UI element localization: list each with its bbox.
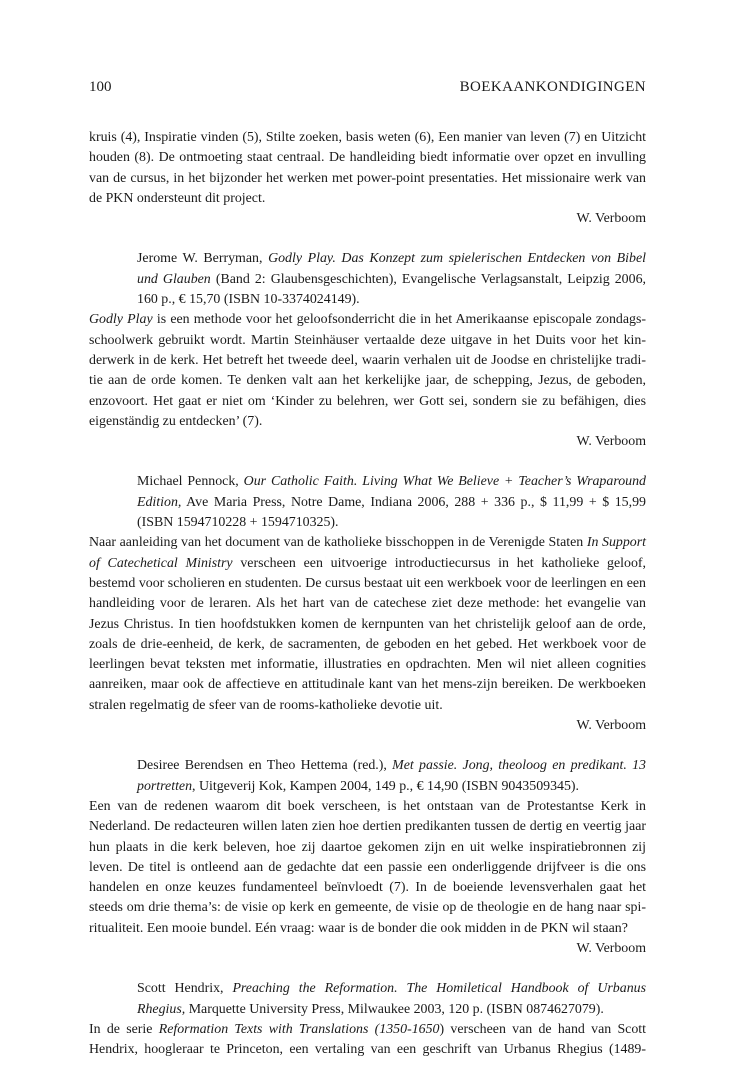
review-body: In de serie xyxy=(89,1021,159,1037)
review-body: Naar aanleiding van het document van de katholieke bisschoppen in de Verenigde Staten xyxy=(89,535,587,551)
review-italic-title: Reformation Texts with Translations (1350-1650 xyxy=(158,1021,440,1037)
review-body: Een van de redenen waarom dit boek verscheen, is het ontstaan van de Protestantse Kerk in Nederland. De redacteuren willen laten zien hoe dertien predikanten tussen de dertig en veertig jaar hun plaats in die kerk beleven, hoe zij daartoe gekomen zijn en uit welke inspiratiebronnen zij leven. De titel is ontleend aan de gedachte dat een passie een onderliggende drijfveer is die ons handelen en onze keuzes fundamenteel beïnvloedt (7). In de boeiende levensverhalen gaat het steeds om drie thema’s: de visie op kerk en gemeente, de visie op de theologie en de hang naar spiritualiteit. Een mooie bundel. Eén vraag: waar is de bonder die ook midden in de PKN wil staan? xyxy=(89,798,646,936)
review-text xyxy=(89,310,646,432)
signature: W. Verboom xyxy=(576,211,646,227)
running-head: BOEKAANKONDIGINGEN xyxy=(459,79,646,95)
review-text xyxy=(89,1020,646,1061)
signature: W. Verboom xyxy=(576,940,646,956)
signature: W. Verboom xyxy=(576,718,646,734)
review-body-continued: ) verscheen van de hand van Scott Hendrix, hoogleraar te Princeton, een vertaling van een geschrift van Urbanus Rhegius (1489- xyxy=(89,1021,646,1058)
book-announcement xyxy=(89,979,646,1060)
running-header xyxy=(89,79,646,99)
review-body-continued: verscheen een uitvoerige introductiecursus in het katholieke geloof, bestemd voor scholieren en studenten. De cursus bestaat uit een werkboek voor de leerlingen en een handleiding voor de leraren. Als het hart van de catechese ziet deze methode: het evangelie van Jezus Christus. In tien hoofdstukken komen de kernpunten van het christelijk geloof aan de orde, zoals de drie-eenheid, de kerk, de sacramenten, de geboden en het gebed. Het werkboek voor de leerlingen bevat teksten met informatie, illustraties en opdrachten. Men wil niet alleen cognities aanreiken, maar ook de affectieve en attitudinale kant van het mens-zijn bereiken. De werkboeken stralen regelmatig de sfeer van de rooms-katholieke devotie uit. xyxy=(89,555,646,713)
citation-details: (Band 2: Glaubensgeschichten), Evangelische Verlagsanstalt, Leipzig 2006, 160 p., € 15,70 (ISBN 10-3374024149). xyxy=(137,271,646,308)
book-announcement xyxy=(89,249,646,452)
citation-details: Ave Maria Press, Notre Dame, Indiana 2006, 288 + 336 p., $ 11,99 + $ 15,99 (ISBN 1594710228 + 1594710325). xyxy=(137,494,646,531)
citation-title: Preaching the Reformation. The Homiletical Handbook of Urbanus Rhegius, xyxy=(137,981,646,1017)
signature: W. Verboom xyxy=(576,434,646,450)
page-number: 100 xyxy=(89,79,112,95)
citation xyxy=(89,979,646,1020)
page-body xyxy=(89,128,646,1060)
citation xyxy=(89,249,646,310)
citation-title: Our Catholic Faith. Living What We Believe + Teacher’s Wraparound Edition, xyxy=(137,474,646,510)
review-italic-title: In Support of Catechetical Ministry xyxy=(89,535,646,571)
intro-paragraph: kruis (4), Inspiratie vinden (5), Stilte zoeken, basis weten (6), Een manier van leven (7) en Uitzicht houden (8). De ontmoeting staat centraal. De handleiding biedt informatie over opzet en invulling van de cursus, in het bijzonder het werken met power-point presentaties. Het missionaire werk van de PKN ondersteunt dit project. xyxy=(89,130,646,206)
review-body: is een methode voor het geloofsonderricht die in het Amerikaanse episcopale zondagsschoolwerk gebruikt wordt. Martin Steinhäuser vertaalde deze uitgave in het Duits voor het kinderwerk in de kerk. Het betreft het tweede deel, waarin verhalen uit de Joodse en christelijke traditie aan de orde komen. Te denken valt aan het kerkelijke jaar, de schepping, Jezus, de geboden, enzovoort. Het gaat er niet om ‘Kinder zu belehren, wer Gott sei, sondern sie zu befähigen, dies eigenständig zu entdecken’ (7). xyxy=(89,312,647,429)
citation xyxy=(89,472,646,533)
citation-author: Desiree Berendsen en Theo Hettema (red.), xyxy=(137,758,393,774)
book-announcement xyxy=(89,472,646,736)
citation xyxy=(89,756,646,797)
book-announcement xyxy=(89,756,646,959)
citation-details: Marquette University Press, Milwaukee 2003, 120 p. (ISBN 0874627079). xyxy=(185,1001,604,1017)
review-italic-lead: Godly Play xyxy=(89,312,153,328)
citation-details: , Uitgeverij Kok, Kampen 2004, 149 p., € 14,90 (ISBN 9043509345). xyxy=(192,778,580,794)
review-text xyxy=(89,533,646,716)
citation-author: Michael Pennock, xyxy=(137,474,244,490)
citation-title: Godly Play. Das Konzept zum spielerischen Entdecken von Bibel und Glauben xyxy=(137,251,646,287)
citation-author: Jerome W. Berryman, xyxy=(137,251,269,267)
citation-title: Met passie. Jong, theoloog en predikant. 13 portretten xyxy=(137,758,646,794)
review-text xyxy=(89,797,646,939)
citation-author: Scott Hendrix, xyxy=(137,981,233,997)
